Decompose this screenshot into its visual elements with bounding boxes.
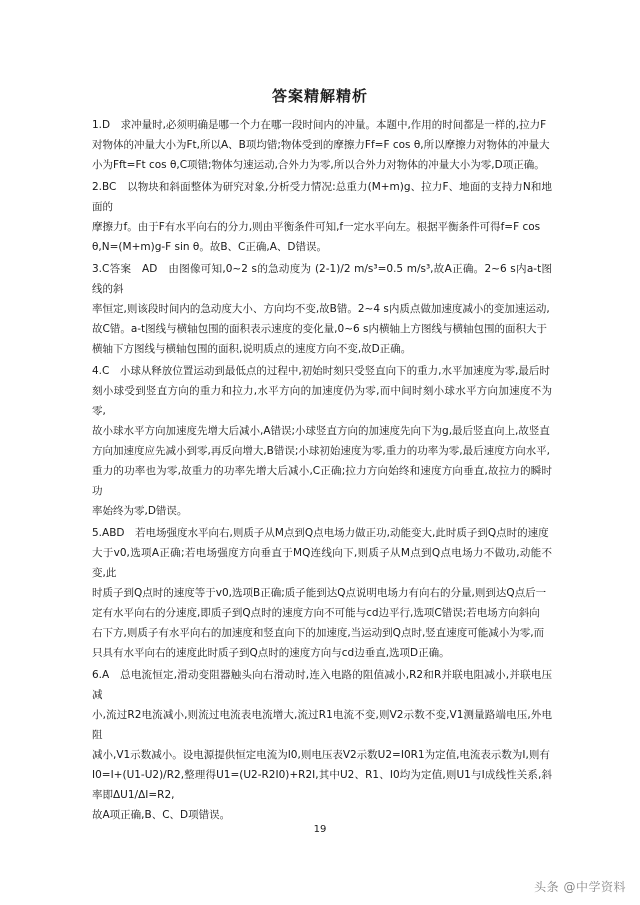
answer-list	[92, 115, 552, 827]
answer-line: 故C错。a-t图线与横轴包围的面积表示速度的变化量,0~6 s内横轴上方图线与横轴包围的面积大于	[92, 323, 547, 335]
answer-line: 3.C答案 AD 由图像可知,0~2 s的急动度为 (2-1)/2 m/s³=0.5 m/s³,故A正确。2~6 s内a-t图线的斜	[92, 263, 552, 295]
answer-3	[92, 259, 552, 359]
answer-line: I0=I+(U1-U2)/R2,整理得U1=(U2-R2I0)+R2I,其中U2、R1、I0均为定值,则U1与I成线性关系,斜率即ΔU1/ΔI=R2,	[92, 769, 552, 801]
answer-line: 故A项正确,B、C、D项错误。	[92, 809, 231, 821]
answer-line: 摩擦力f。由于F有水平向右的分力,则由平衡条件可知,f一定水平向左。根据平衡条件可得f=F cos	[92, 221, 541, 233]
answer-line: 小,流过R2电流减小,则流过电流表电流增大,流过R1电流不变,则V2示数不变,V1测量路端电压,外电阻	[92, 709, 552, 741]
answer-line: 2.BC 以物块和斜面整体为研究对象,分析受力情况:总重力(M+m)g、拉力F、地面的支持力N和地面的	[92, 181, 552, 213]
answer-line: 时质子到Q点时的速度等于v0,选项B正确;质子能到达Q点说明电场力有向右的分量,则到达Q点后一	[92, 587, 547, 599]
page-number: 19	[313, 824, 327, 835]
answer-line: 对物体的冲量大小为Ft,所以A、B项均错;物体受到的摩擦力Ff=F cos θ,所以摩擦力对物体的冲量大	[92, 139, 550, 151]
answer-line: 率恒定,则该段时间内的急动度大小、方向均不变,故B错。2~4 s内质点做加速度减小的变加速运动,	[92, 303, 550, 315]
answer-line: 只具有水平向右的速度此时质子到Q点时的速度方向与cd边垂直,选项D正确。	[92, 647, 450, 659]
answer-line: 4.C 小球从释放位置运动到最低点的过程中,初始时刻只受竖直向下的重力,水平加速度为零,最后时	[92, 365, 550, 377]
answer-line: 小为Fft=Ft cos θ,C项错;物体匀速运动,合外力为零,所以合外力对物体的冲量大小为零,D项正确。	[92, 159, 545, 171]
answer-line: 右下方,则质子有水平向右的加速度和竖直向下的加速度,当运动到Q点时,竖直速度可能减小为零,而	[92, 627, 545, 639]
answer-line: 6.A 总电流恒定,滑动变阻器触头向右滑动时,连入电路的阻值减小,R2和R并联电阻减小,并联电压减	[92, 669, 552, 701]
answer-1	[92, 115, 552, 175]
answer-line: θ,N=(M+m)g-F sin θ。故B、C正确,A、D错误。	[92, 241, 327, 253]
answer-line: 1.D 求冲量时,必须明确是哪一个力在哪一段时间内的冲量。本题中,作用的时间都是一样的,拉力F	[92, 119, 547, 131]
answer-6	[92, 665, 552, 825]
answer-line: 减小,V1示数减小。设电源提供恒定电流为I0,则电压表V2示数U2=I0R1为定值,电流表示数为I,则有	[92, 749, 550, 761]
page-title: 答案精解精析	[271, 87, 368, 105]
answer-2	[92, 177, 552, 257]
answer-line: 横轴下方图线与横轴包围的面积,说明质点的速度方向不变,故D正确。	[92, 343, 412, 355]
answer-line: 率始终为零,D错误。	[92, 505, 188, 517]
answer-line: 大于v0,选项A正确;若电场强度方向垂直于MQ连线向下,则质子从M点到Q点电场力不做功,动能不变,此	[92, 547, 552, 579]
answer-line: 刻小球受到竖直方向的重力和拉力,水平方向的加速度仍为零,而中间时刻小球水平方向加速度不为零,	[92, 385, 552, 417]
watermark-text: 头条 @中学资料	[534, 880, 626, 894]
answer-line: 5.ABD 若电场强度水平向右,则质子从M点到Q点电场力做正功,动能变大,此时质子到Q点时的速度	[92, 527, 549, 539]
answer-4	[92, 361, 552, 521]
answer-line: 方向加速度应先减小到零,再反向增大,B错误;小球初始速度为零,重力的功率为零,最后速度方向水平,	[92, 445, 550, 457]
answer-5	[92, 523, 552, 663]
answer-line: 故小球水平方向加速度先增大后减小,A错误;小球竖直方向的加速度先向下为g,最后竖直向上,故竖直	[92, 425, 550, 437]
answer-line: 重力的功率也为零,故重力的功率先增大后减小,C正确;拉力方向始终和速度方向垂直,故拉力的瞬时功	[92, 465, 552, 497]
answer-line: 定有水平向右的分速度,即质子到Q点时的速度方向不可能与cd边平行,选项C错误;若电场方向斜向	[92, 607, 540, 619]
